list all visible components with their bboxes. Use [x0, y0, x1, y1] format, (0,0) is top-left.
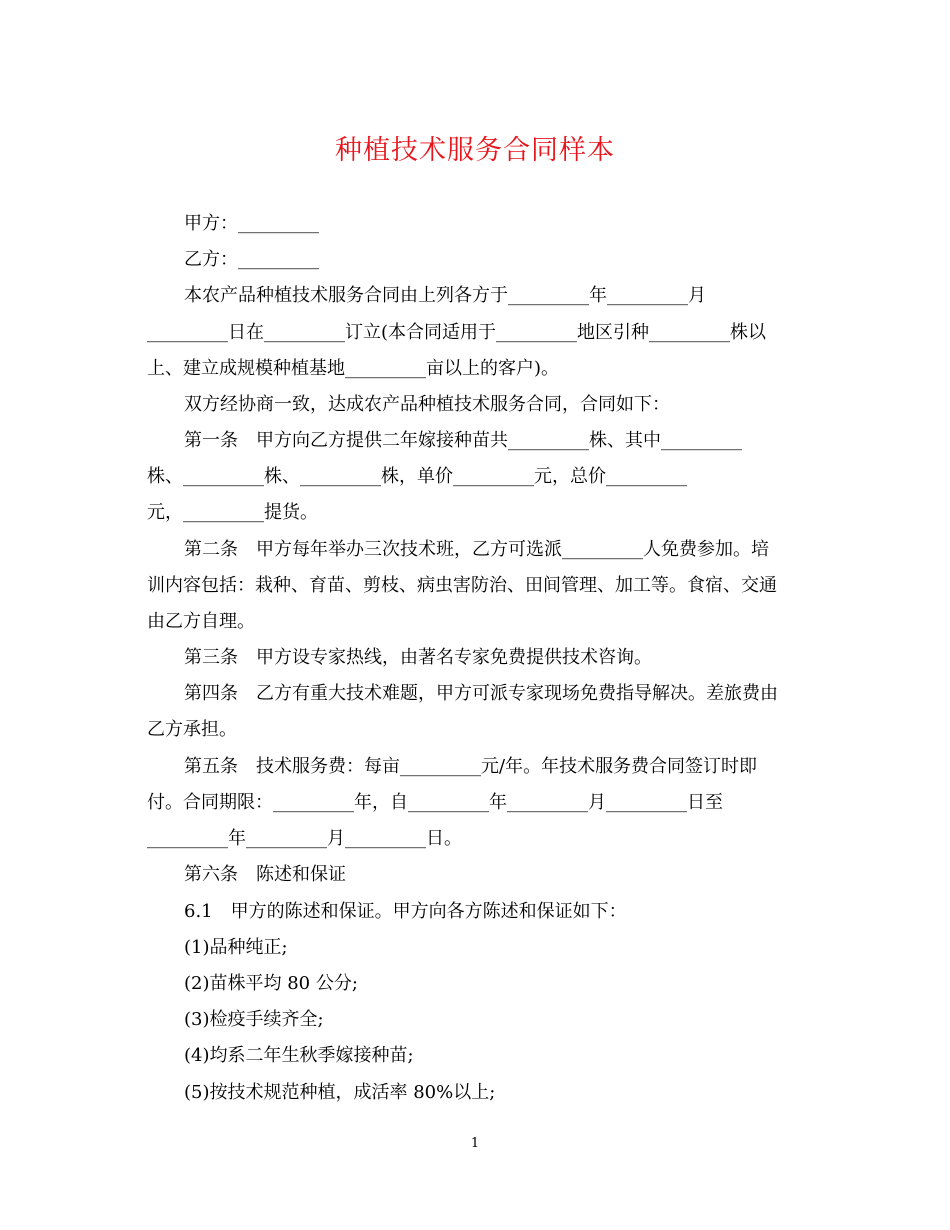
- body-line: 乙方：_________: [184, 249, 319, 270]
- body-line: 株、_________株、_________株，单价_________元，总价_________: [147, 466, 687, 487]
- body-line: 第三条 甲方设专家热线，由著名专家免费提供技术咨询。: [184, 647, 652, 668]
- body-line: 6.1 甲方的陈述和保证。甲方向各方陈述和保证如下：: [184, 901, 627, 922]
- body-line: 第六条 陈述和保证: [184, 864, 346, 885]
- body-line: 训内容包括：栽种、育苗、剪枝、病虫害防治、田间管理、加工等。食宿、交通: [147, 575, 777, 596]
- body-line: (1)品种纯正;: [184, 937, 288, 958]
- body-line: 本农产品种植技术服务合同由上列各方于_________年_________月: [184, 285, 706, 306]
- body-line: 由乙方自理。: [147, 611, 255, 632]
- body-line: _________年_________月_________日。: [147, 828, 462, 849]
- page-number: 1: [470, 1136, 480, 1151]
- body-line: 双方经协商一致，达成农产品种植技术服务合同，合同如下：: [184, 394, 670, 415]
- body-line: (2)苗株平均 80 公分;: [184, 973, 358, 994]
- body-line: (3)检疫手续齐全;: [184, 1009, 324, 1030]
- body-line: 第二条 甲方每年举办三次技术班，乙方可选派_________人免费参加。培: [184, 539, 769, 560]
- body-line: 第五条 技术服务费：每亩_________元/年。年技术服务费合同签订时即: [184, 756, 758, 777]
- body-line: 第一条 甲方向乙方提供二年嫁接种苗共_________株、其中_________: [184, 430, 742, 451]
- document-title: 种植技术服务合同样本: [335, 135, 615, 166]
- body-line: 元，_________提货。: [147, 502, 318, 523]
- body-line: (5)按技术规范种植，成活率 80%以上;: [184, 1082, 496, 1103]
- body-line: 上、建立成规模种植基地_________亩以上的客户)。: [147, 358, 560, 379]
- body-line: 甲方：_________: [184, 213, 319, 234]
- body-line: (4)均系二年生秋季嫁接种苗;: [184, 1045, 414, 1066]
- body-line: 乙方承担。: [147, 719, 237, 740]
- body-line: 第四条 乙方有重大技术难题，甲方可派专家现场免费指导解决。差旅费由: [184, 683, 778, 704]
- body-line: _________日在_________订立(本合同适用于_________地区引种_________株以: [147, 322, 767, 343]
- body-line: 付。合同期限：_________年，自_________年_________月_________日至: [147, 792, 723, 813]
